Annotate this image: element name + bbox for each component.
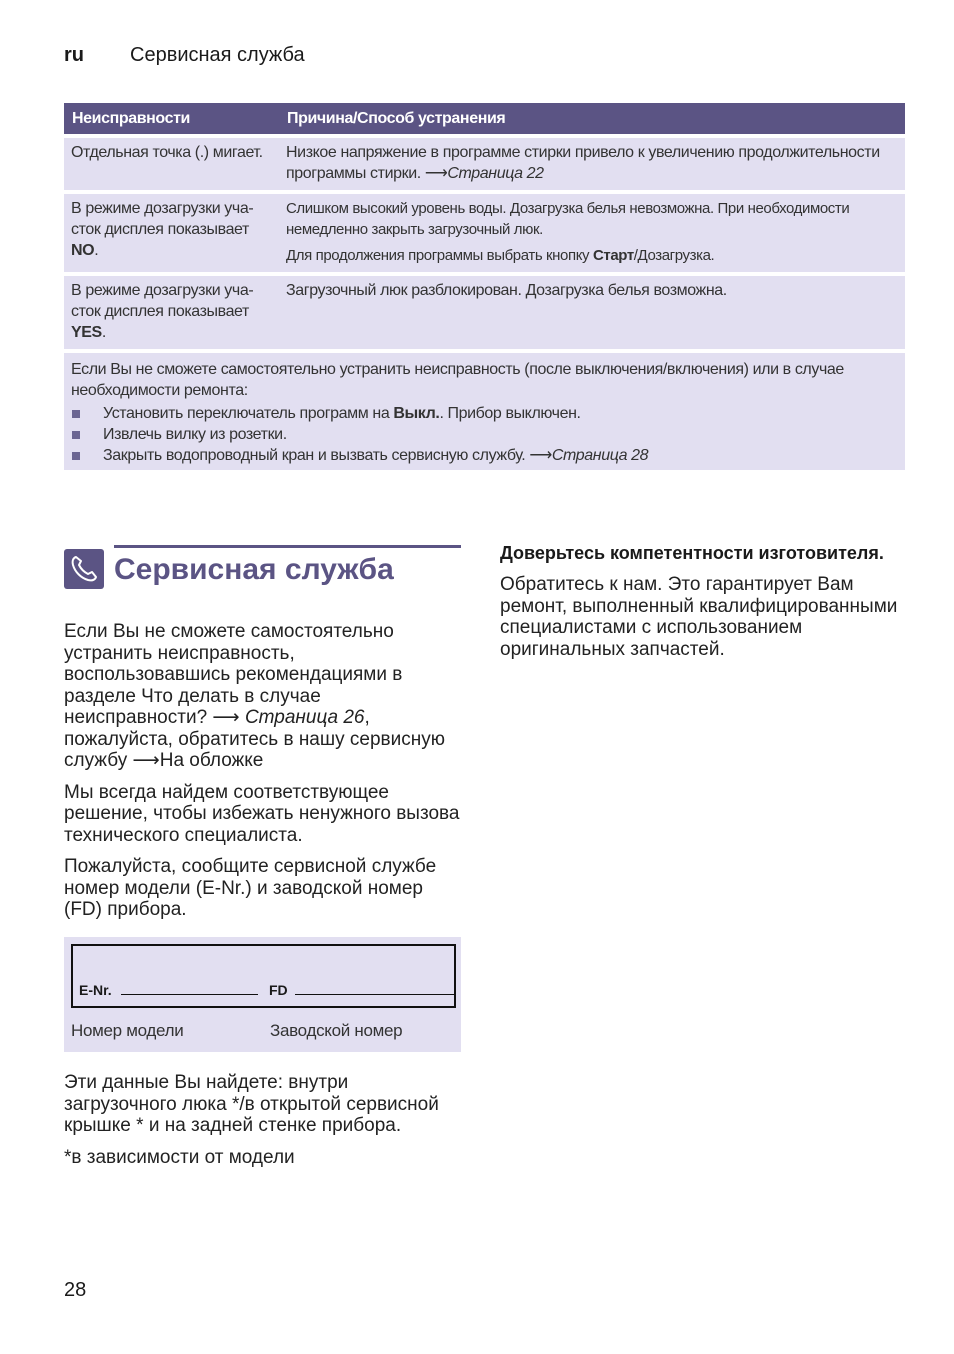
table-note-row bbox=[64, 349, 905, 470]
column-header-faults: Неисправности bbox=[64, 103, 279, 134]
fd-line bbox=[295, 994, 454, 995]
cause-cell: Загрузочный люк разблокирован. Дозагрузка белья возможна. bbox=[279, 272, 905, 349]
paragraph bbox=[64, 621, 461, 772]
table-row bbox=[64, 272, 905, 349]
page-number: 28 bbox=[64, 1279, 87, 1301]
fd-label: FD bbox=[269, 982, 288, 998]
fault-cell bbox=[64, 272, 279, 349]
header-title: Сервисная служба bbox=[130, 44, 305, 66]
paragraph: Обратитесь к нам. Это гарантирует Вам ремонт, выполненный квалифицированными специалистами с использованием оригинальных запчастей. bbox=[500, 574, 898, 660]
section-rule bbox=[114, 545, 461, 548]
arrow-icon: ⟶ bbox=[424, 165, 448, 182]
list-text: . Прибор выключен. bbox=[439, 405, 581, 422]
page-ref-label: Страница 22 bbox=[447, 165, 544, 182]
cause-text: Слишком высокий уровень воды. Дозагрузка белья невозможна. При необходимости немедленно закрыть загрузочный люк. bbox=[286, 200, 850, 238]
enr-label: E-Nr. bbox=[79, 982, 112, 998]
arrow-icon: ⟶ bbox=[212, 707, 240, 728]
page-header bbox=[64, 44, 305, 67]
arrow-icon: ⟶ bbox=[529, 447, 552, 464]
list-text: Установить переключатель программ на bbox=[103, 405, 390, 422]
cause-cell bbox=[279, 190, 905, 272]
note-list bbox=[71, 403, 898, 466]
paragraph: Пожалуйста, сообщите сервисной службе номер модели (E-Nr.) и заводской номер (FD) прибора. bbox=[64, 856, 437, 920]
left-column-bottom bbox=[64, 1072, 461, 1178]
serial-caption: Заводской номер bbox=[270, 1021, 403, 1040]
page-ref-label: Страница 26 bbox=[244, 707, 365, 728]
fault-text: В режиме дозагрузки участок дисплея показывает bbox=[71, 282, 254, 320]
table-header-row bbox=[64, 103, 905, 134]
section-heading bbox=[64, 545, 461, 589]
repair-note bbox=[64, 349, 905, 470]
list-text: Закрыть водопроводный кран и вызвать сервисную службу. bbox=[103, 447, 526, 464]
enr-line bbox=[121, 994, 258, 995]
display-code: NO bbox=[71, 242, 95, 259]
cover-ref-label: На обложке bbox=[159, 750, 264, 771]
table-row bbox=[64, 134, 905, 190]
cover-ref-link[interactable] bbox=[132, 750, 263, 771]
page-ref-link[interactable] bbox=[529, 447, 648, 464]
note-intro: Если Вы не сможете самостоятельно устранить неисправность (после выключения/включения) или в случае необходимости ремонта: bbox=[71, 361, 844, 399]
model-caption: Номер модели bbox=[71, 1021, 184, 1040]
phone-icon bbox=[64, 549, 104, 589]
paragraph: Мы всегда найдем соответствующее решение, чтобы избежать ненужного вызова технического специалиста. bbox=[64, 781, 460, 846]
fault-cell bbox=[64, 190, 279, 272]
rating-plate bbox=[71, 944, 456, 1008]
language-code: ru bbox=[64, 44, 84, 66]
switch-position: Выкл. bbox=[393, 405, 440, 422]
page-ref-label: Страница 28 bbox=[551, 447, 649, 464]
cause-text: Низкое напряжение в программе стирки привело к увеличению продолжительности программы стирки. bbox=[286, 144, 880, 182]
fault-text: В режиме дозагрузки участок дисплея показывает bbox=[71, 200, 254, 238]
left-column bbox=[64, 621, 461, 931]
section-title: Сервисная служба bbox=[114, 553, 394, 586]
subheading: Доверьтесь компетентности изготовителя. bbox=[500, 543, 884, 563]
page-ref-link[interactable] bbox=[425, 165, 544, 182]
cause-text bbox=[286, 245, 898, 266]
paragraph-text: , пожалуйста, обратитесь в нашу сервисную службу bbox=[64, 707, 445, 771]
arrow-icon: ⟶ bbox=[132, 750, 160, 771]
table-row bbox=[64, 190, 905, 272]
period: . bbox=[94, 242, 99, 259]
page-ref-link[interactable] bbox=[212, 707, 364, 728]
fault-cell: Отдельная точка (.) мигает. bbox=[64, 134, 279, 190]
paragraph-text: Если Вы не сможете самостоятельно устранить неисправность, воспользовавшись рекомендациями в разделе Что делать в случае неисправности? bbox=[64, 621, 403, 728]
troubleshooting-table bbox=[64, 103, 905, 470]
list-item: Извлечь вилку из розетки. bbox=[71, 424, 898, 445]
button-name: Старт bbox=[592, 247, 634, 264]
period: . bbox=[101, 324, 106, 341]
rating-plate-panel bbox=[64, 937, 461, 1052]
column-header-cause: Причина/Способ устранения bbox=[279, 103, 905, 134]
list-item bbox=[71, 445, 898, 466]
display-code: YES bbox=[71, 324, 102, 341]
cause-cell bbox=[279, 134, 905, 190]
list-item bbox=[71, 403, 898, 424]
footnote: *в зависимости от модели bbox=[64, 1146, 295, 1168]
paragraph: Эти данные Вы найдете: внутри загрузочного люка */в открытой сервисной крышке * и на задней стенке прибора. bbox=[64, 1072, 439, 1136]
cause-text-part: Для продолжения программы выбрать кнопку bbox=[286, 247, 590, 264]
right-column bbox=[500, 543, 910, 670]
cause-text-part: /Дозагрузка. bbox=[633, 247, 715, 264]
